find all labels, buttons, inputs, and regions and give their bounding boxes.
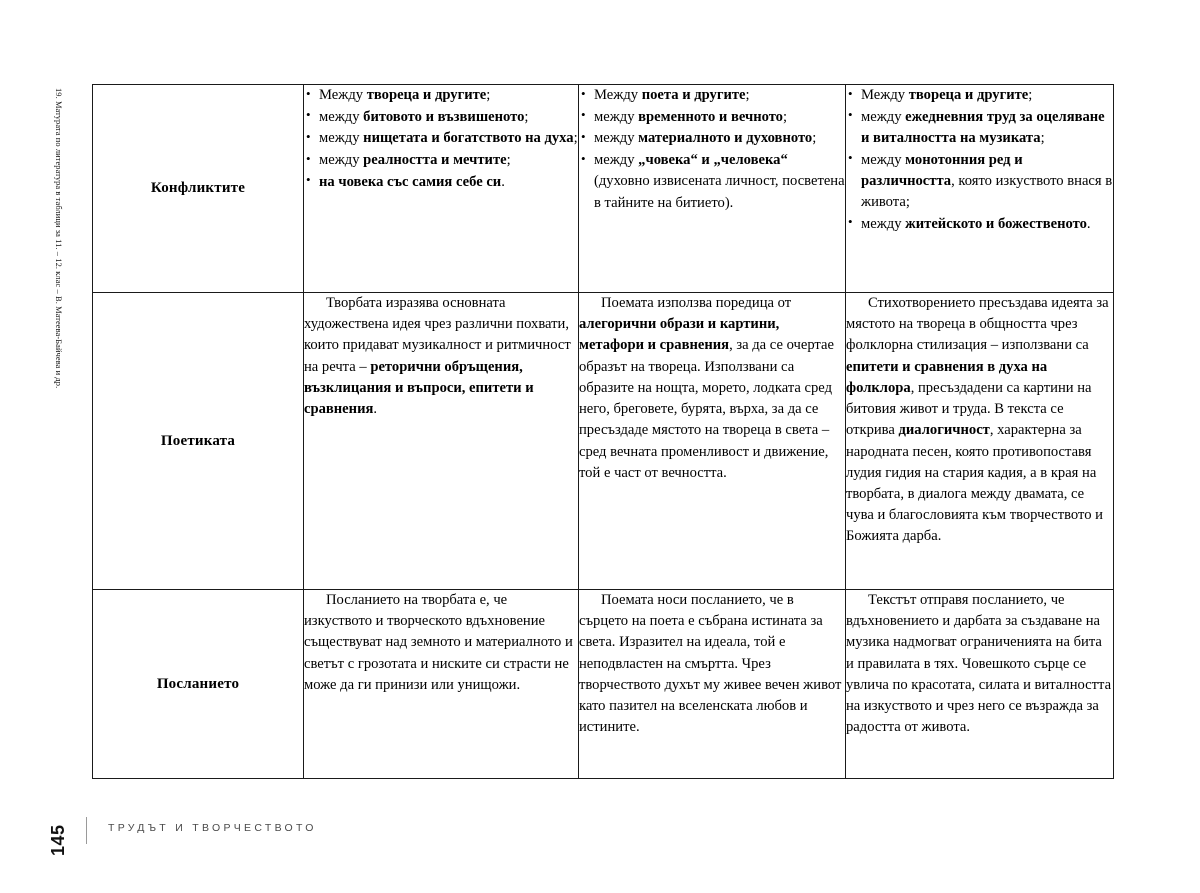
list-item: • между временното и вечното; [579,107,845,128]
footer-chapter-title: ТРУДЪТ И ТВОРЧЕСТВОТО [108,822,317,834]
paragraph: Поемата използва поредица от алегорични образи и картини, метафори и сравнения, за да се очертае образът на твореца. Използвани са образите на нощта, морето, лодката сред него, бреговете, бурята, върха, за да се пресъздаде мястото на твореца в света – сред вечната променливост и движение, той е част от вечността. [579,295,834,481]
list-item: • между битовото и възвишеното; [304,107,578,128]
cell-conflicts-work-1 [304,85,579,293]
cell-poetics-work-1 [304,293,579,590]
page-footer [40,800,440,864]
paragraph: Стихотворението пресъздава идеята за мястото на твореца в общността чрез фолклорна стилизация – използвани са епитети и сравнения в духа на фолклора, пресъздадени са картини на битовия живот и труда. В текста се открива диалогичност, характерна за народната песен, която противопоставя лудия гидия на стария кадия, а в края на творбата, в диалога между двамата, се чува и благословията към творчеството и Божията дарба. [846,295,1109,545]
paragraph: Текстът отправя посланието, че вдъхновението и дарбата за създаване на музика надмогват ограниченията на бита и правилата в тях. Човешкото сърце се увлича по красотата, силата и виталността на изкуството и чрез него се възражда за радостта от живота. [846,592,1112,736]
bullet-list [846,85,1113,235]
list-item: • между материалното и духовното; [579,128,845,149]
list-item: • Между поета и другите; [579,85,845,106]
list-item: • между житейското и божественото. [846,214,1113,235]
cell-poetics-work-2 [579,293,846,590]
table-row-poetics [93,293,1114,590]
literature-comparison-table [92,84,1114,779]
page-number: 145 [48,824,68,856]
list-item: • на човека със самия себе си. [304,172,578,193]
list-item: • Между твореца и другите; [846,85,1113,106]
list-item: • между реалността и мечтите; [304,150,578,171]
row-label-conflicts: Конфликтите [93,85,304,293]
table-row-conflicts [93,85,1114,293]
cell-message-work-1 [304,590,579,779]
list-item: • между нищетата и богатството на духа; [304,128,578,149]
cell-conflicts-work-3 [846,85,1114,293]
list-item: • между ежедневния труд за оцеляване и виталността на музиката; [846,107,1113,149]
cell-message-work-2 [579,590,846,779]
row-label-message: Посланието [93,590,304,779]
bullet-list [579,85,845,214]
bullet-list [304,85,578,193]
list-item: • между монотонния ред и различността, която изкуството внася в живота; [846,150,1113,214]
cell-poetics-work-3 [846,293,1114,590]
paragraph: Посланието на творбата е, че изкуството и творческото вдъхновение съществуват над земното и материалното и светът с грозотата и ниските си страсти не може да ги принизи или унищожи. [304,592,573,693]
paragraph: Творбата изразява основната художествена идея чрез различни похвати, които придават музикалност и ритмичност на речта – реторични обръщения, възклицания и въпроси, епитети и сравнения. [304,295,571,418]
cell-conflicts-work-2 [579,85,846,293]
spine-attribution-text: 19. Матурата по литература в таблици за 11. – 12. клас – В. Матеева-Байчева и др. [54,88,63,389]
row-label-poetics: Поетиката [93,293,304,590]
list-item: • между „човека“ и „человека“ (духовно извисената личност, посветена в тайните на битието). [579,150,845,214]
list-item: • Между твореца и другите; [304,85,578,106]
paragraph: Поемата носи посланието, че в сърцето на поета е събрана истината за света. Изразител на идеала, той е неподвластен на смъртта. Чрез творчеството духът му живее вечен живот като пазител на вселенската любов и истините. [579,592,842,736]
footer-divider [86,817,87,844]
cell-message-work-3 [846,590,1114,779]
table-row-message [93,590,1114,779]
